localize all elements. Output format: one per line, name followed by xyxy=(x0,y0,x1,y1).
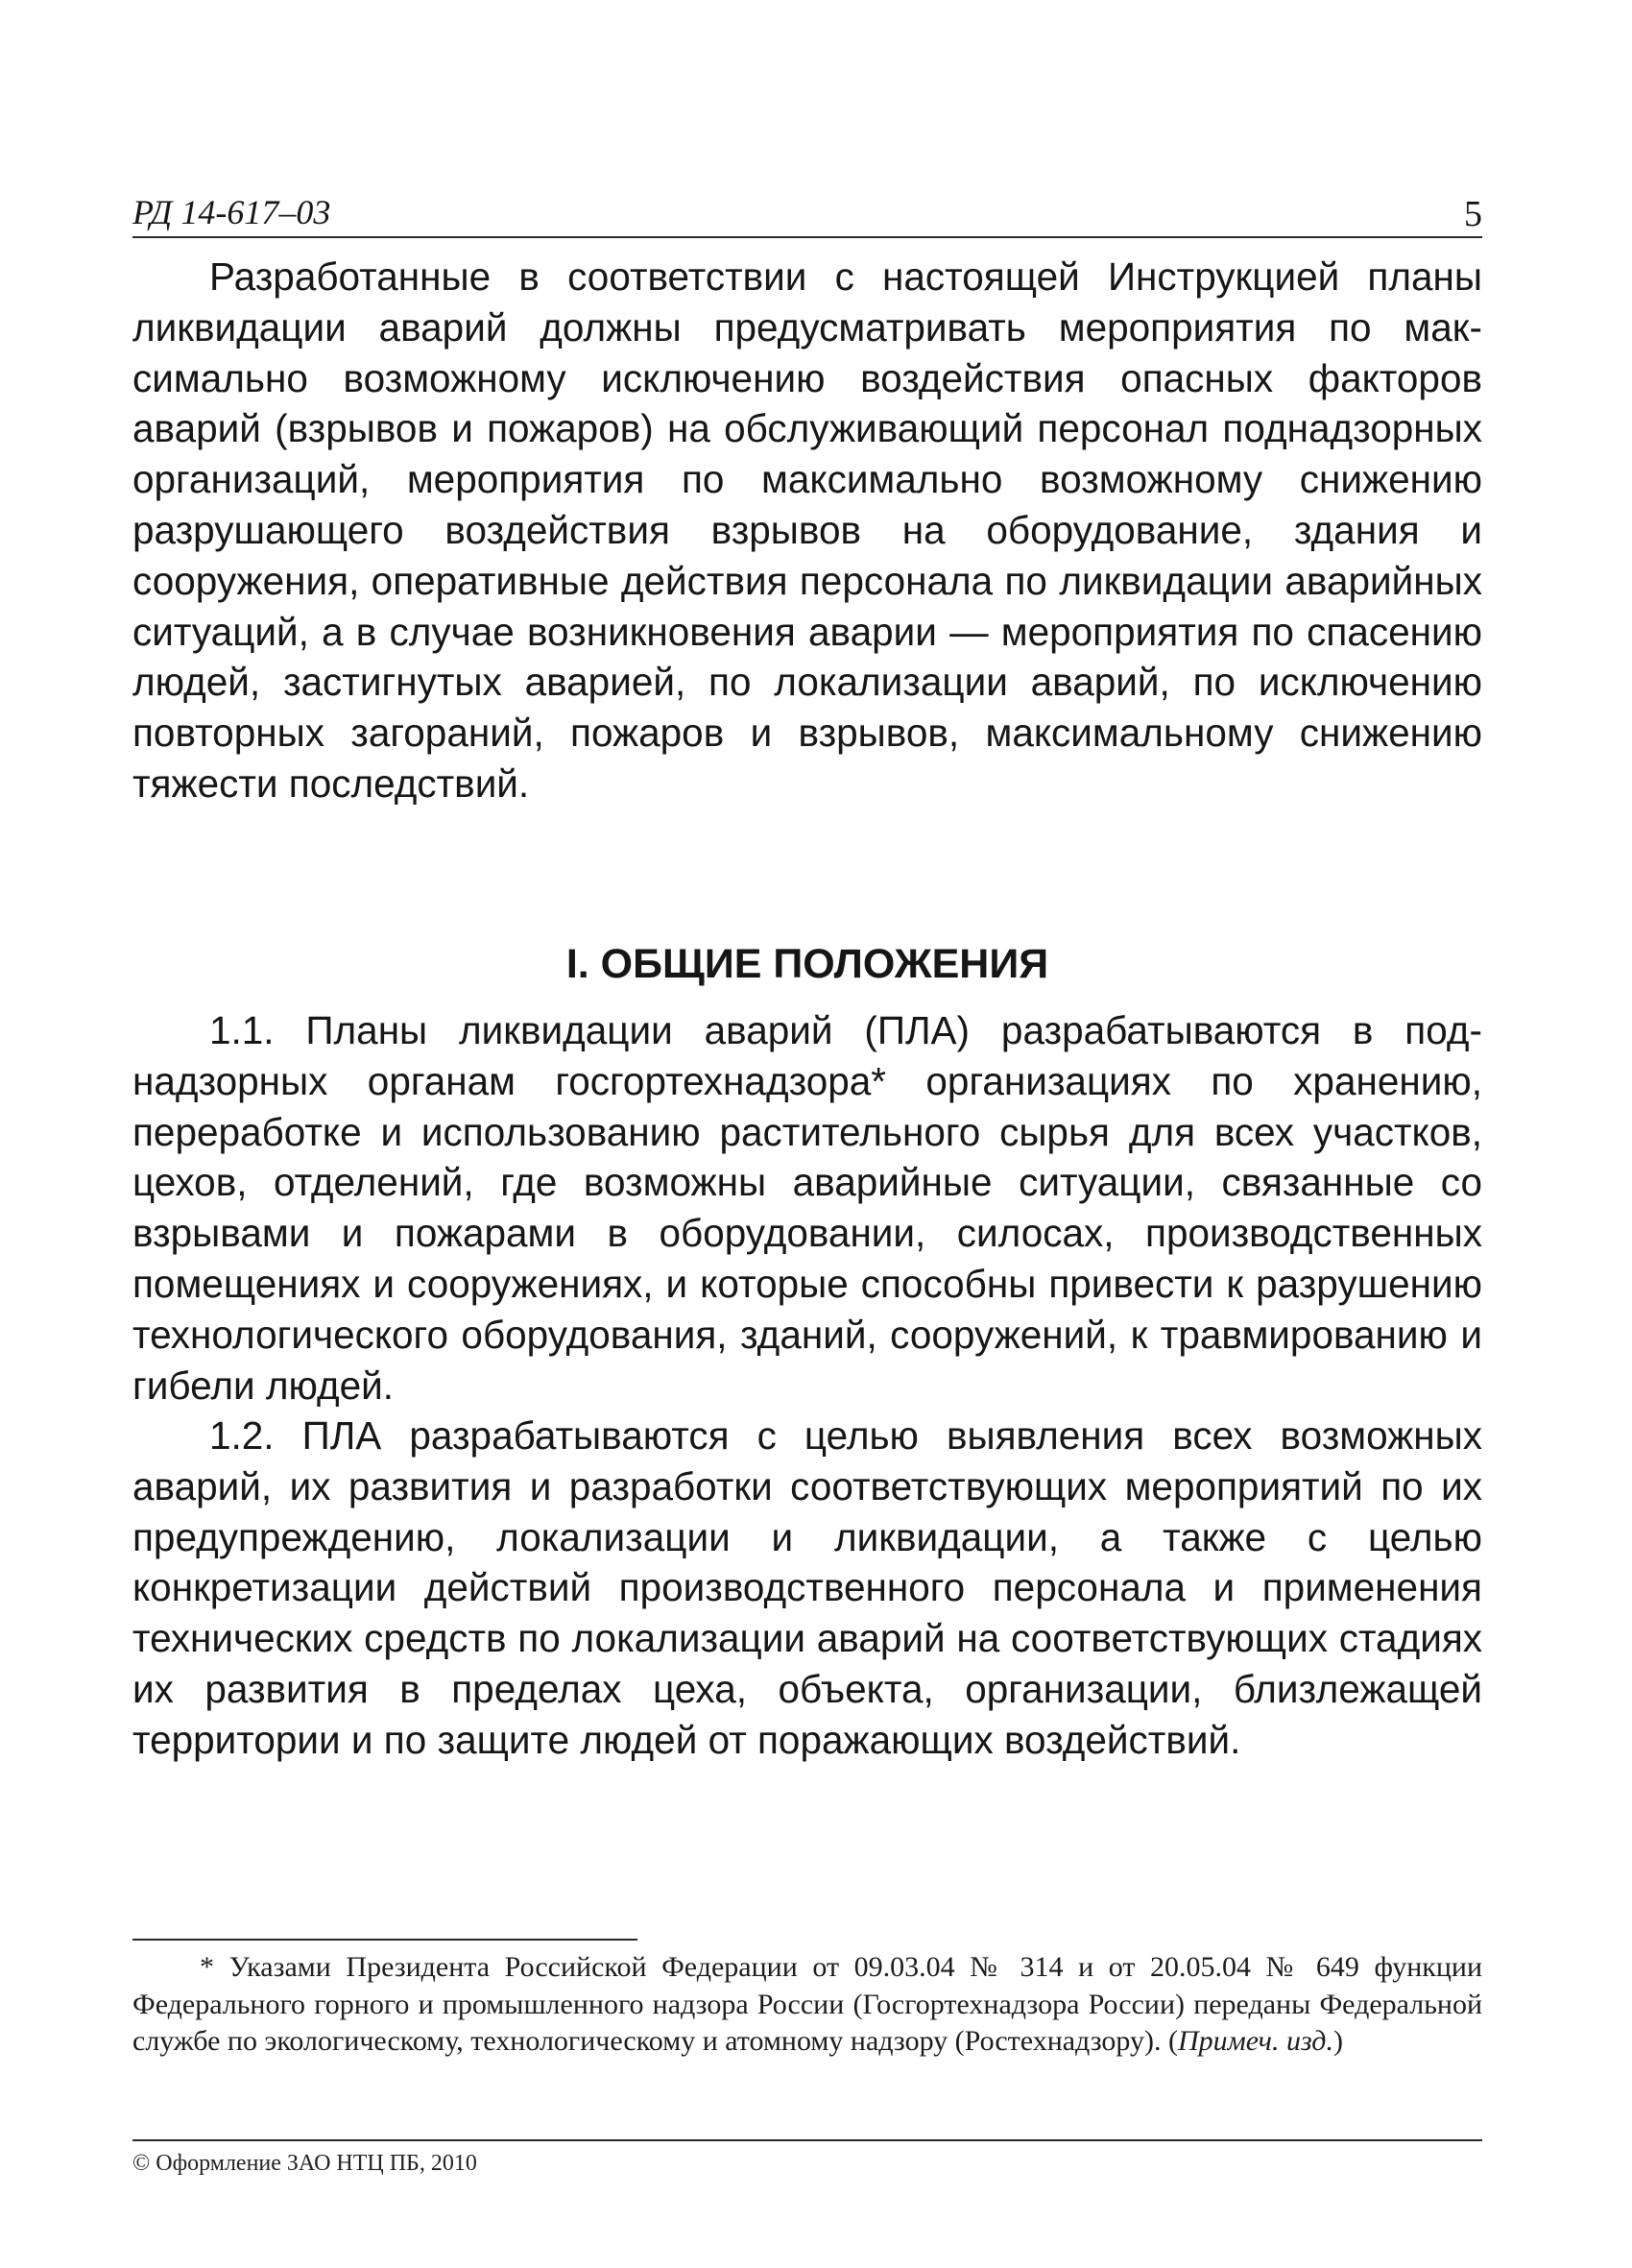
copyright-notice: © Оформление ЗАО НТЦ ПБ, 2010 xyxy=(132,2151,477,2176)
footnote-closing: ) xyxy=(1332,2025,1343,2057)
footnote-publisher-note: Примеч. изд. xyxy=(1177,2025,1333,2057)
paragraph-1-2: 1.2. ПЛА разрабатываются с целью выявления всех возможных аварий, их развития и разработки соответствующих мероприятий по их предупреждению, локализации и ликвидации, а также с целью конкретизации действий производственного персонала и применения технических средств по локализации аварий на соответствующих стадиях их развития в пределах цеха, объекта, организации, близлежащей территории и по защите людей от поражающих воздействий. xyxy=(132,1413,1482,1762)
footnote-separator xyxy=(132,1939,637,1941)
intro-paragraph: Разработанные в соответствии с настоящей Инструкцией планы ликвидации аварий должны предусматривать мероприятия по максимально возможному исключению воздействия опасных факторов аварий (взрывов и пожаров) на обслуживающий персонал поднадзорных организаций, мероприятия по максимально возможному снижению разрушающего воздействия взрывов на оборудование, здания и сооружения, оперативные действия персонала по ликвидации аварийных ситуаций, а в случае возникновения аварии — мероприятия по спасению людей, застигнутых аварией, по локализации аварий, по исключению повторных загораний, пожаров и взрывов, максимальному снижению тяжести последствий. xyxy=(132,254,1482,806)
footer-separator xyxy=(132,2139,1482,2141)
paragraph-1-1: 1.1. Планы ликвидации аварий (ПЛА) разрабатываются в поднадзорных органам госгортехнадзора* организациях по хранению, переработке и использованию растительного сырья для всех участков, цехов, отделений, где возможны аварийные ситуации, связанные со взрывами и пожарами в оборудовании, силосах, производственных помещениях и сооружениях, и которые способны привести к разрушению технологического оборудования, зданий, сооружений, к травмированию и гибели людей. xyxy=(132,1008,1482,1408)
section-heading: I. ОБЩИЕ ПОЛОЖЕНИЯ xyxy=(565,941,1049,987)
footnote xyxy=(132,1949,1482,2061)
running-header xyxy=(132,190,1482,238)
footnote-text: * Указами Президента Российской Федерации от 09.03.04 № 314 и от 20.05.04 № 649 функции Федерального горного и промышленного надзора России (Госгортехнадзора России) переданы Федеральной службе по экологическому, технологическому и атомному надзору (Ростехнадзору). ( xyxy=(132,1951,1482,2057)
page-number: 5 xyxy=(1464,194,1482,234)
document-code: РД 14-617–03 xyxy=(132,193,331,231)
